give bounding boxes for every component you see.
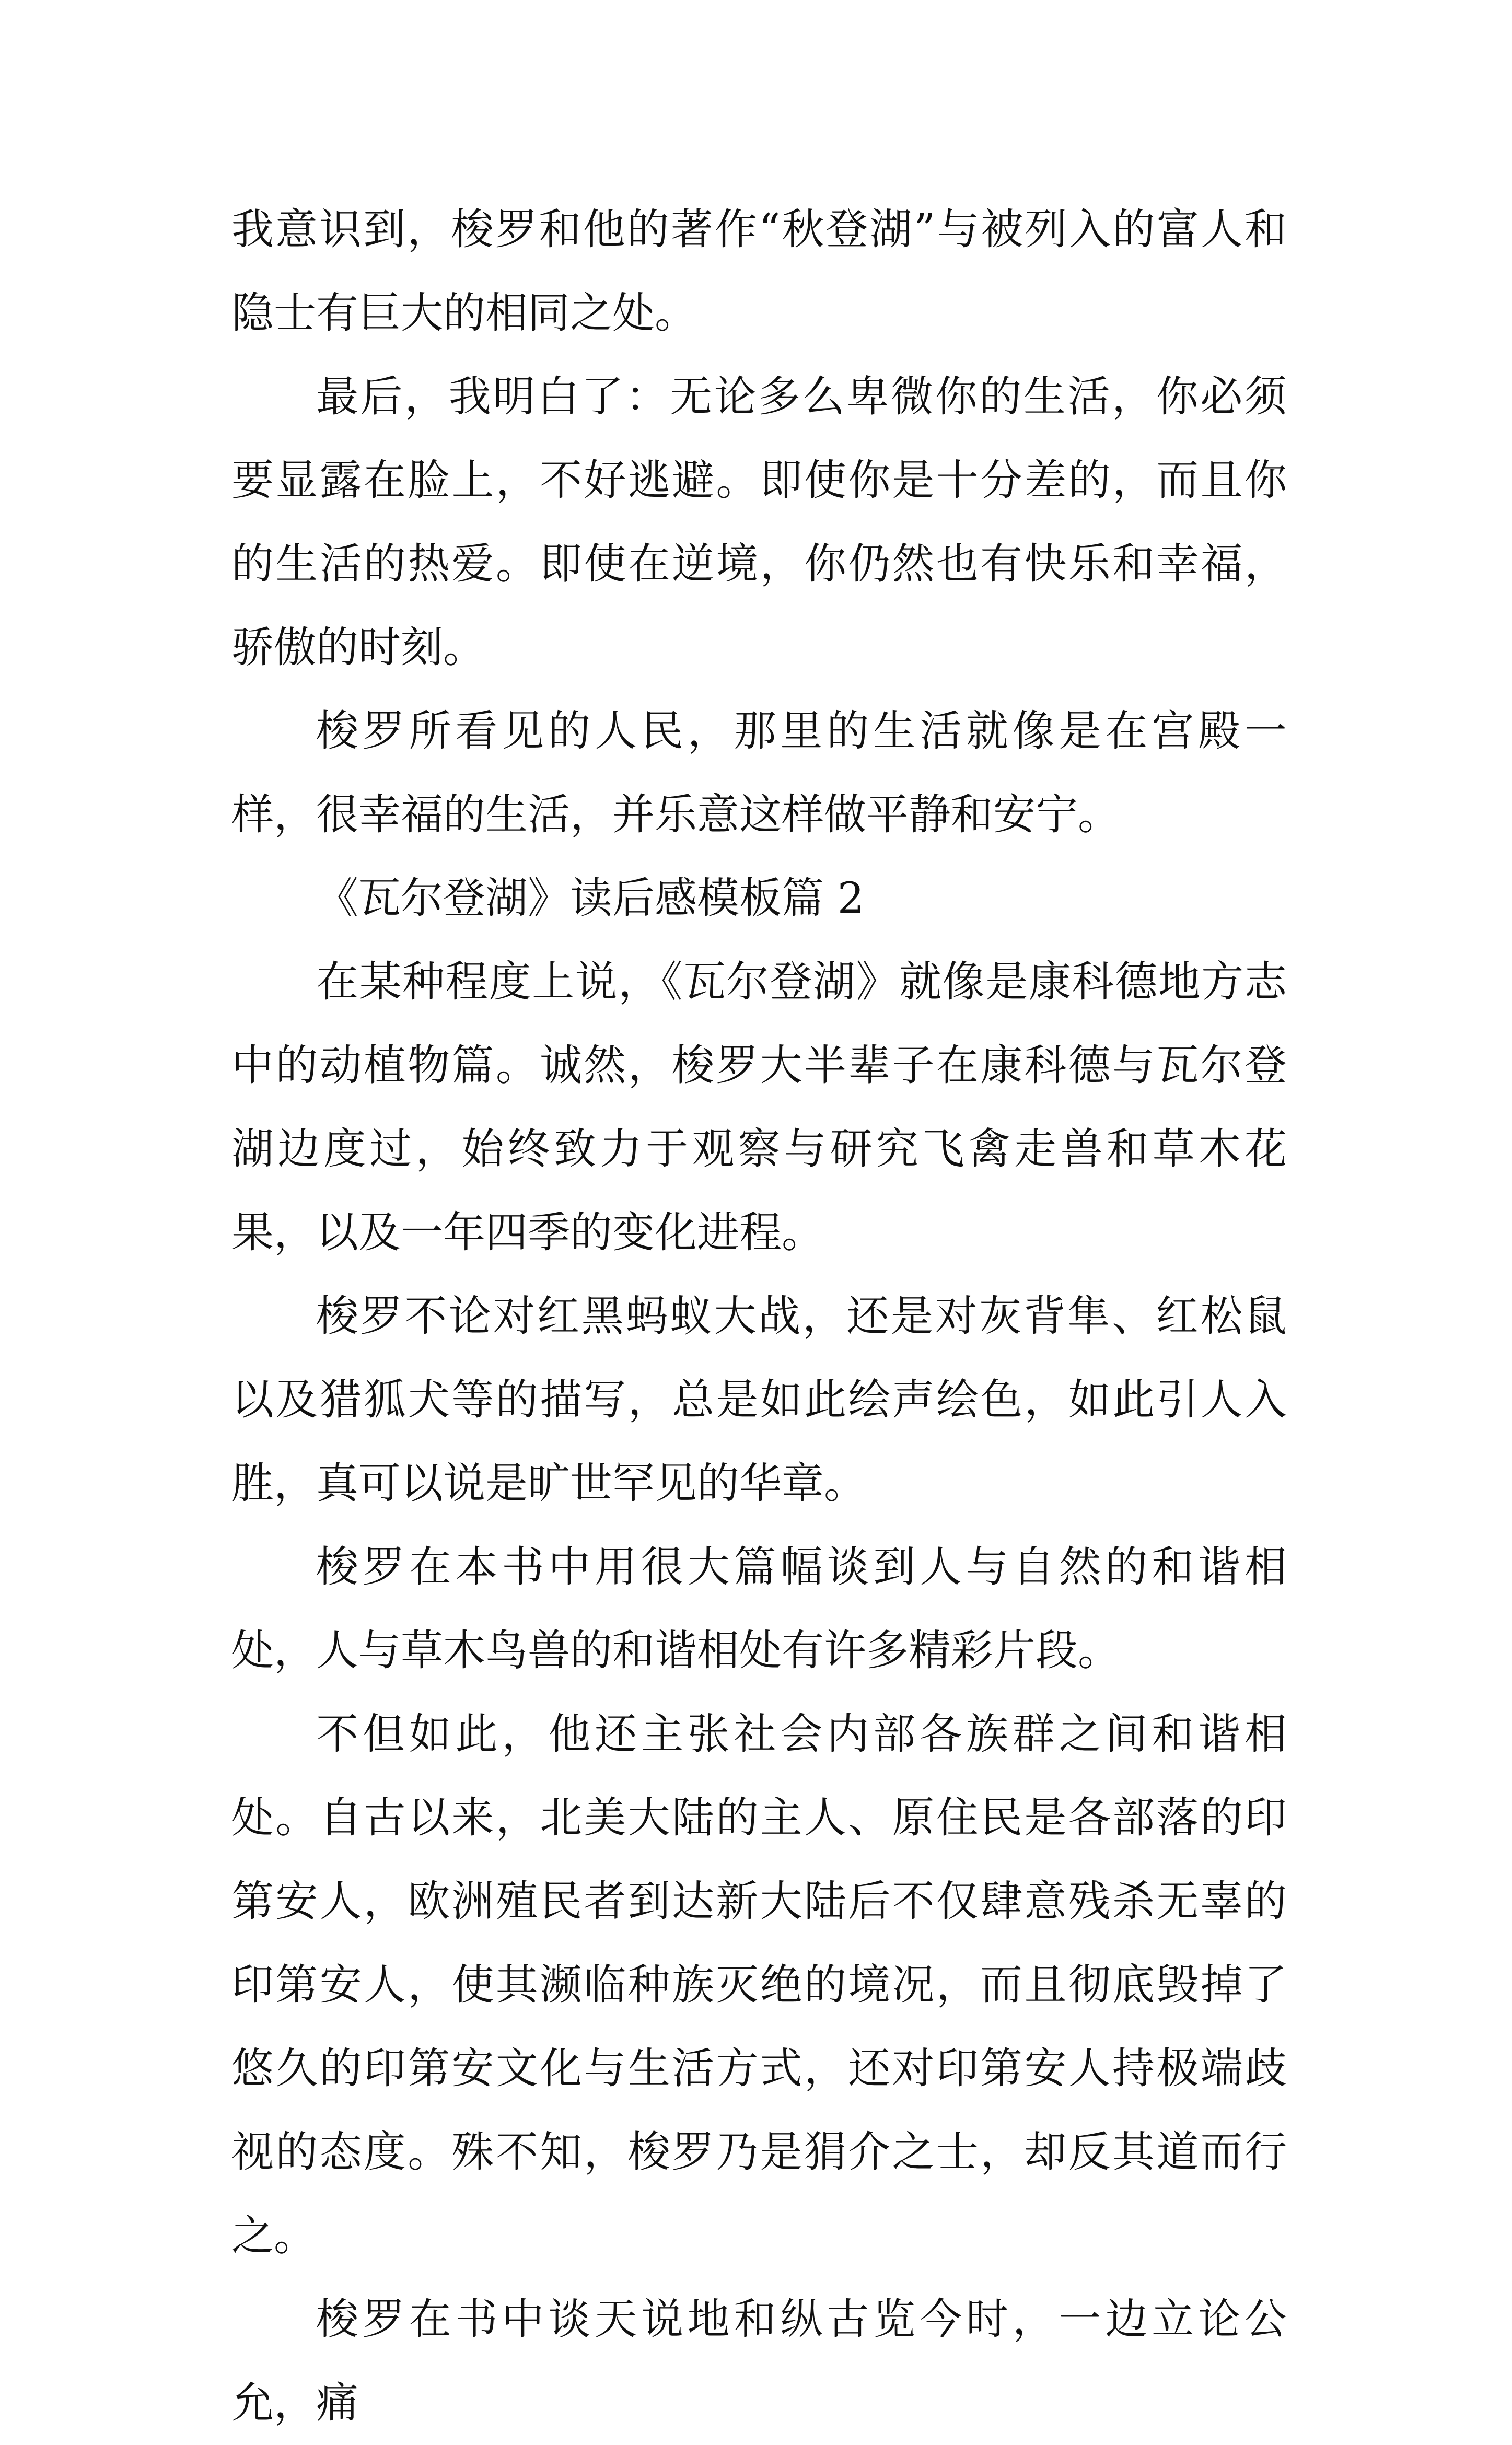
section-heading: 《瓦尔登湖》读后感模板篇 2 (316, 874, 865, 923)
paragraph-1: 我意识到，梭罗和他的著作“秋登湖”与被列入的富人和隐士有巨大的相同之处。 (231, 205, 1287, 338)
paragraph-2: 最后，我明白了：无论多么卑微你的生活，你必须要显露在脸上，不好逃避。即使你是十分差的，而且你的生活的热爱。即使在逆境，你仍然也有快乐和幸福，骄傲的时刻。 (231, 372, 1287, 672)
paragraph-8: 梭罗在书中谈天说地和纵古览今时，一边立论公允，痛 (231, 2295, 1287, 2428)
paragraph-4: 在某种程度上说，《瓦尔登湖》就像是康科德地方志中的动植物篇。诚然，梭罗大半辈子在康科德与瓦尔登湖边度过，始终致力于观察与研究飞禽走兽和草木花果，以及一年四季的变化进程。 (231, 958, 1287, 1258)
paragraph-7: 不但如此，他还主张社会内部各族群之间和谐相处。自古以来，北美大陆的主人、原住民是各部落的印第安人，欧洲殖民者到达新大陆后不仅肆意残杀无辜的印第安人，使其濒临种族灭绝的境况，而且彻底毁掉了悠久的印第安文化与生活方式，还对印第安人持极端歧视的态度。殊不知，梭罗乃是狷介之士，却反其道而行之。 (231, 1710, 1287, 2261)
paragraph-6: 梭罗在本书中用很大篇幅谈到人与自然的和谐相处，人与草木鸟兽的和谐相处有许多精彩片段。 (231, 1543, 1287, 1675)
paragraph-5: 梭罗不论对红黑蚂蚁大战，还是对灰背隼、红松鼠以及猎狐犬等的描写，总是如此绘声绘色，如此引人入胜，真可以说是旷世罕见的华章。 (231, 1292, 1287, 1508)
paragraph-3: 梭罗所看见的人民，那里的生活就像是在宫殿一样，很幸福的生活，并乐意这样做平静和安宁。 (231, 707, 1287, 840)
document-body (231, 188, 1287, 2445)
